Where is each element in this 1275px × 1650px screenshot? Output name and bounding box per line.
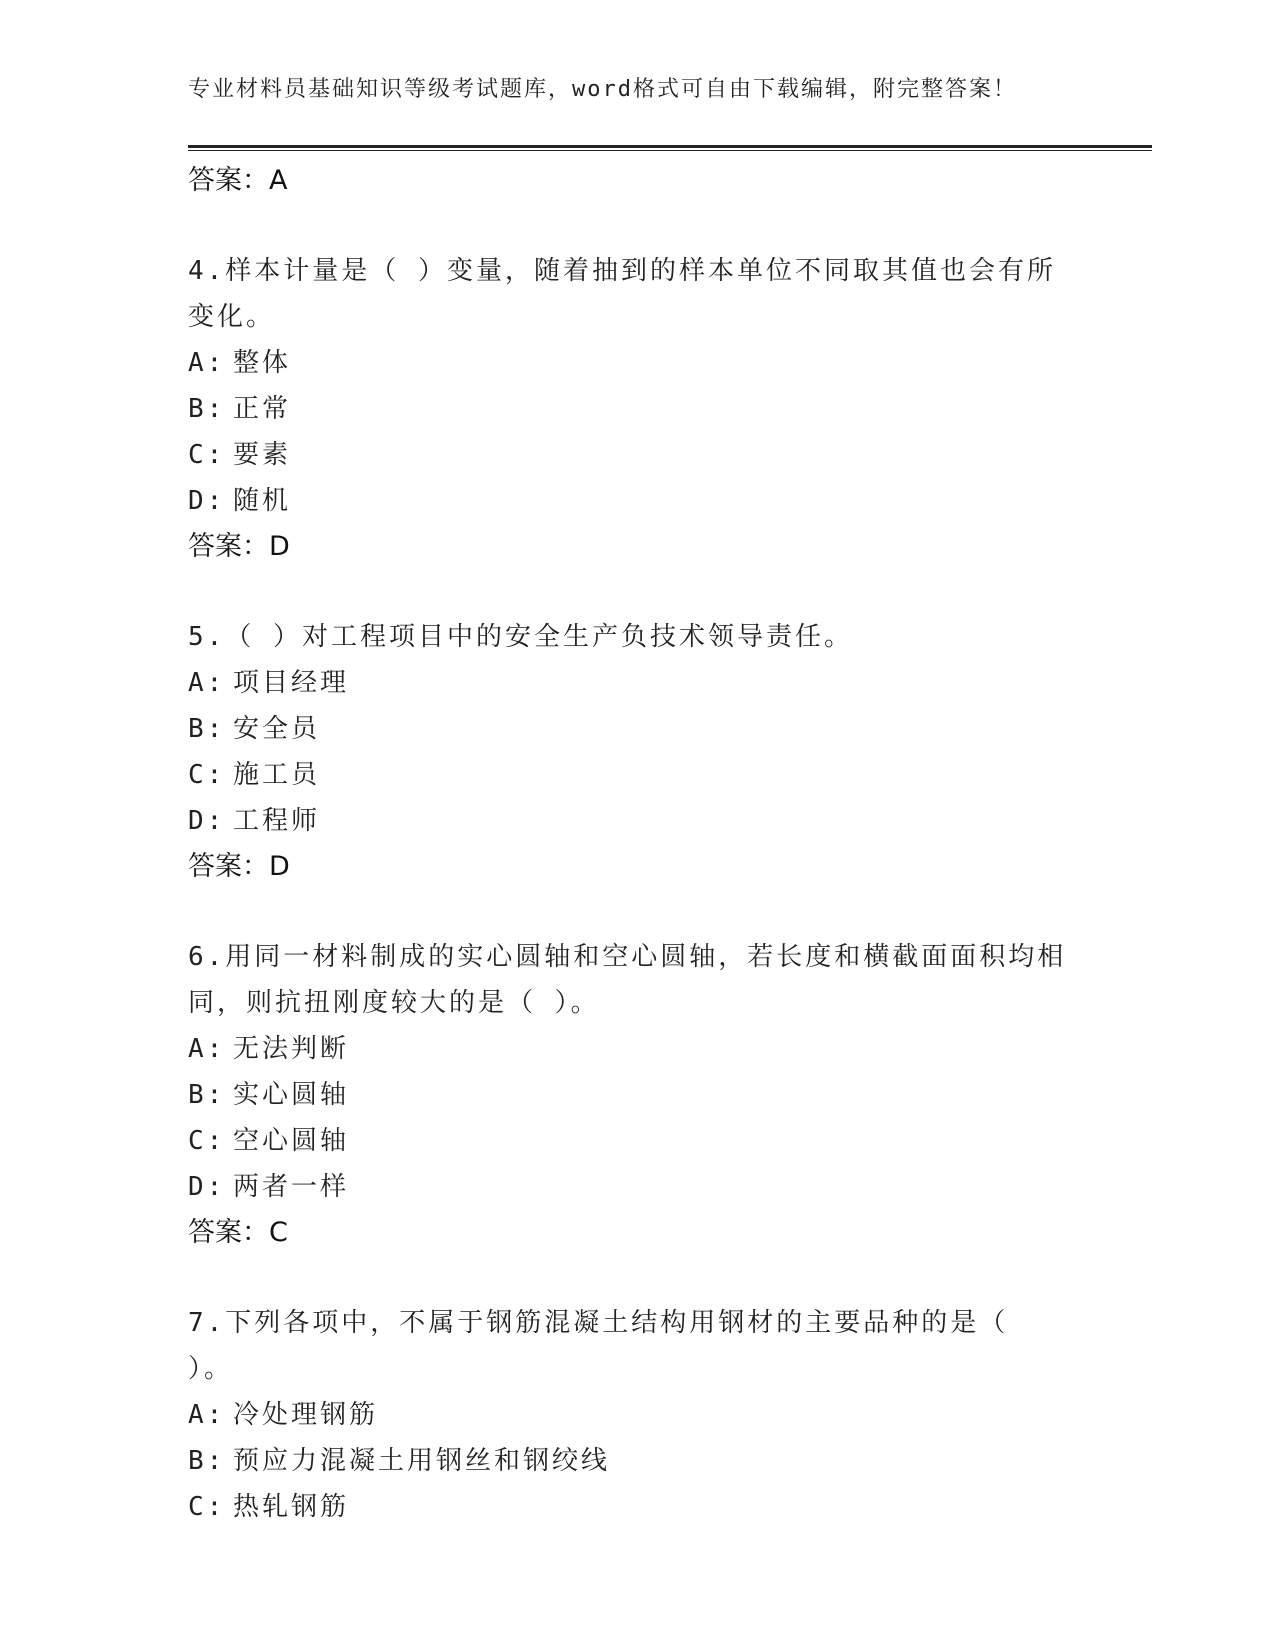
option-text: 施工员 <box>233 760 321 790</box>
option-text: 要素 <box>233 440 292 470</box>
option-letter: D: <box>188 486 226 516</box>
option-letter: C: <box>188 760 226 790</box>
option-text: 空心圆轴 <box>233 1126 350 1156</box>
question-text: 5.（ ）对工程项目中的安全生产负技术领导责任。 <box>188 622 853 652</box>
header-rule-thin <box>188 150 1152 151</box>
option-letter: B: <box>188 1080 226 1110</box>
option-line <box>188 752 1088 798</box>
option-text: 实心圆轴 <box>233 1080 350 1110</box>
option-text: 整体 <box>233 348 292 378</box>
option-text: 随机 <box>233 486 292 516</box>
option-line <box>188 432 1088 478</box>
option-letter: A: <box>188 1400 226 1430</box>
option-text: 冷处理钢筋 <box>233 1400 379 1430</box>
option-line <box>188 1438 1088 1484</box>
header-rule-thick <box>188 145 1152 148</box>
option-text: 工程师 <box>233 806 321 836</box>
question-text: 7.下列各项中，不属于钢筋混凝土结构用钢材的主要品种的是（ ）。 <box>188 1308 1009 1384</box>
option-letter: B: <box>188 1446 226 1476</box>
option-line <box>188 706 1088 752</box>
option-line <box>188 1118 1088 1164</box>
option-text: 预应力混凝土用钢丝和钢绞线 <box>233 1446 611 1476</box>
option-letter: A: <box>188 348 226 378</box>
option-line <box>188 478 1088 524</box>
answer-line: 答案：A <box>188 165 288 196</box>
option-text: 热轧钢筋 <box>233 1492 350 1522</box>
option-line <box>188 660 1088 706</box>
option-letter: D: <box>188 806 226 836</box>
page-header: 专业材料员基础知识等级考试题库，word格式可自由下载编辑，附完整答案！ <box>188 77 1017 102</box>
option-line <box>188 1392 1088 1438</box>
option-text: 安全员 <box>233 714 321 744</box>
option-letter: C: <box>188 1126 226 1156</box>
answer-line: 答案：D <box>188 531 290 562</box>
option-line <box>188 1164 1088 1210</box>
option-letter: A: <box>188 668 226 698</box>
option-letter: B: <box>188 714 226 744</box>
question-text: 4.样本计量是（ ）变量，随着抽到的样本单位不同取其值也会有所变化。 <box>188 256 1056 332</box>
option-line <box>188 340 1088 386</box>
option-text: 无法判断 <box>233 1034 350 1064</box>
option-line <box>188 1072 1088 1118</box>
option-letter: C: <box>188 440 226 470</box>
option-letter: D: <box>188 1172 226 1202</box>
option-line <box>188 1484 1088 1530</box>
option-text: 正常 <box>233 394 292 424</box>
option-line <box>188 386 1088 432</box>
answer-line: 答案：C <box>188 1217 288 1248</box>
document-body <box>188 158 1088 1530</box>
option-letter: B: <box>188 394 226 424</box>
option-line <box>188 798 1088 844</box>
answer-line: 答案：D <box>188 851 290 882</box>
option-line <box>188 1026 1088 1072</box>
option-text: 两者一样 <box>233 1172 350 1202</box>
option-letter: A: <box>188 1034 226 1064</box>
option-text: 项目经理 <box>233 668 350 698</box>
question-text: 6.用同一材料制成的实心圆轴和空心圆轴，若长度和横截面面积均相同，则抗扭刚度较大的是（ ）。 <box>188 942 1067 1018</box>
option-letter: C: <box>188 1492 226 1522</box>
